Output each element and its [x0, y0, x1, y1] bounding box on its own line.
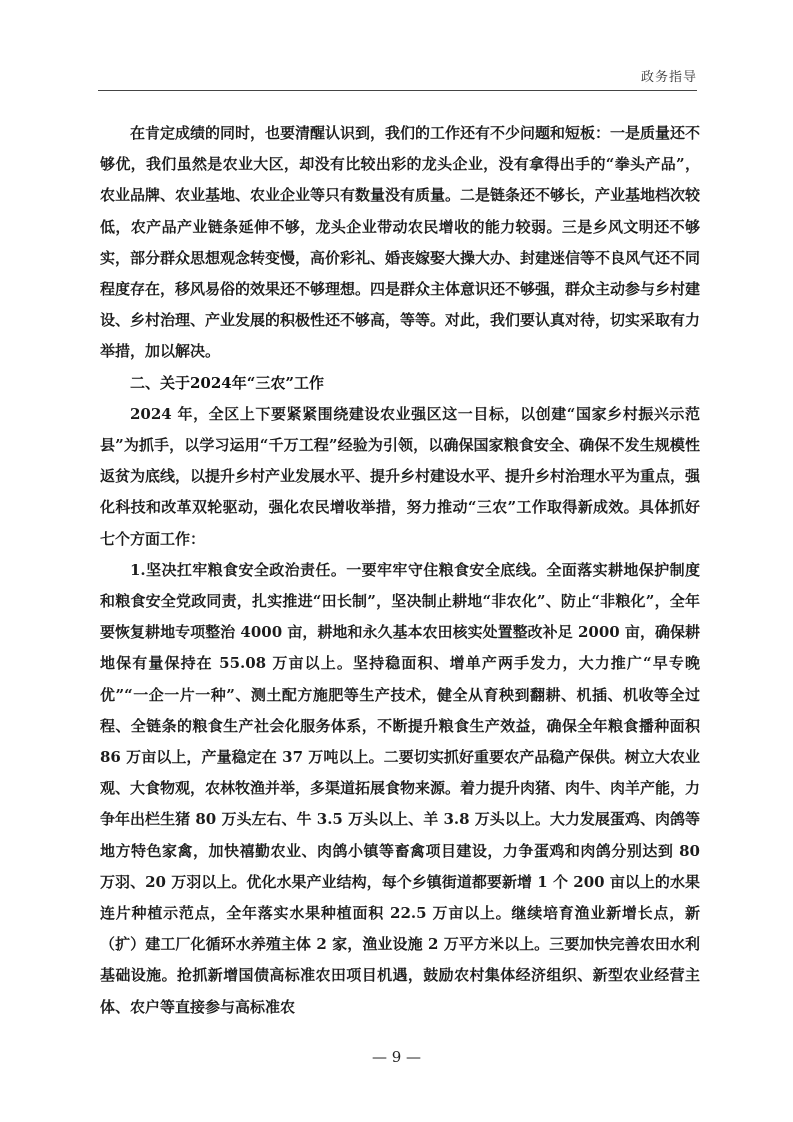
body-text	[100, 118, 700, 1023]
section-heading: 二、关于2024年“三农”工作	[130, 373, 325, 392]
page-number: — 9 —	[371, 1048, 422, 1066]
paragraph-grain-security: 1.坚决扛牢粮食安全政治责任。一要牢牢守住粮食安全底线。全面落实耕地保护制度和粮食安全党政同责，扎实推进“田长制”，坚决制止耕地“非农化”、防止“非粮化”，全年要恢复耕地专项整治 4000 亩，耕地和永久基本农田核实处置整改补足 2000 亩，确保耕地保有量保持在 55.08 万亩以上。坚持稳面积、增单产两手发力，大力推广“早专晚优”“一企一片一种”、测土配方施肥等生产技术，健全从育秧到翻耕、机插、机收等全过程、全链条的粮食生产社会化服务体系，不断提升粮食生产效益，确保全年粮食播种面积 86 万亩以上，产量稳定在 37 万吨以上。二要切实抓好重要农产品稳产保供。树立大农业观、大食物观，农林牧渔并举，多渠道拓展食物来源。着力提升肉猪、肉牛、肉羊产能，力争年出栏生猪 80 万头左右、牛 3.5 万头以上、羊 3.8 万头以上。大力发展蛋鸡、肉鸽等地方特色家禽，加快禧勤农业、肉鸽小镇等畜禽项目建设，力争蛋鸡和肉鸽分别达到 80 万羽、20 万羽以上。优化水果产业结构，每个乡镇街道都要新增 1 个 200 亩以上的水果连片种植示范点，全年落实水果种植面积 22.5 万亩以上。继续培育渔业新增长点，新（扩）建工厂化循环水养殖主体 2 家，渔业设施 2 万平方米以上。三要加快完善农田水利基础设施。抢抓新增国债高标准农田项目机遇，鼓励农村集体经济组织、新型农业经营主体、农户等直接参与高标准农	[100, 560, 701, 1016]
paragraph-overview: 2024 年，全区上下要紧紧围绕建设农业强区这一目标，以创建“国家乡村振兴示范县”为抓手，以学习运用“千万工程”经验为引领，以确保国家粮食安全、确保不发生规模性返贫为底线，以提升乡村产业发展水平、提升乡村建设水平、提升乡村治理水平为重点，强化科技和改革双轮驱动，强化农民增收举措，努力推动“三农”工作取得新成效。具体抓好七个方面工作：	[100, 404, 701, 548]
paragraph-problems: 在肯定成绩的同时，也要清醒认识到，我们的工作还有不少问题和短板：一是质量还不够优，我们虽然是农业大区，却没有比较出彩的龙头企业，没有拿得出手的“拳头产品”，农业品牌、农业基地、农业企业等只有数量没有质量。二是链条还不够长，产业基地档次较低，农产品产业链条延伸不够，龙头企业带动农民增收的能力较弱。三是乡风文明还不够实，部分群众思想观念转变慢，高价彩礼、婚丧嫁娶大操大办、封建迷信等不良风气还不同程度存在，移风易俗的效果还不够理想。四是群众主体意识还不够强，群众主动参与乡村建设、乡村治理、产业发展的积极性还不够高，等等。对此，我们要认真对待，切实采取有力举措，加以解决。	[100, 124, 701, 361]
running-header: 政务指导	[640, 70, 697, 85]
header-divider	[98, 90, 697, 91]
